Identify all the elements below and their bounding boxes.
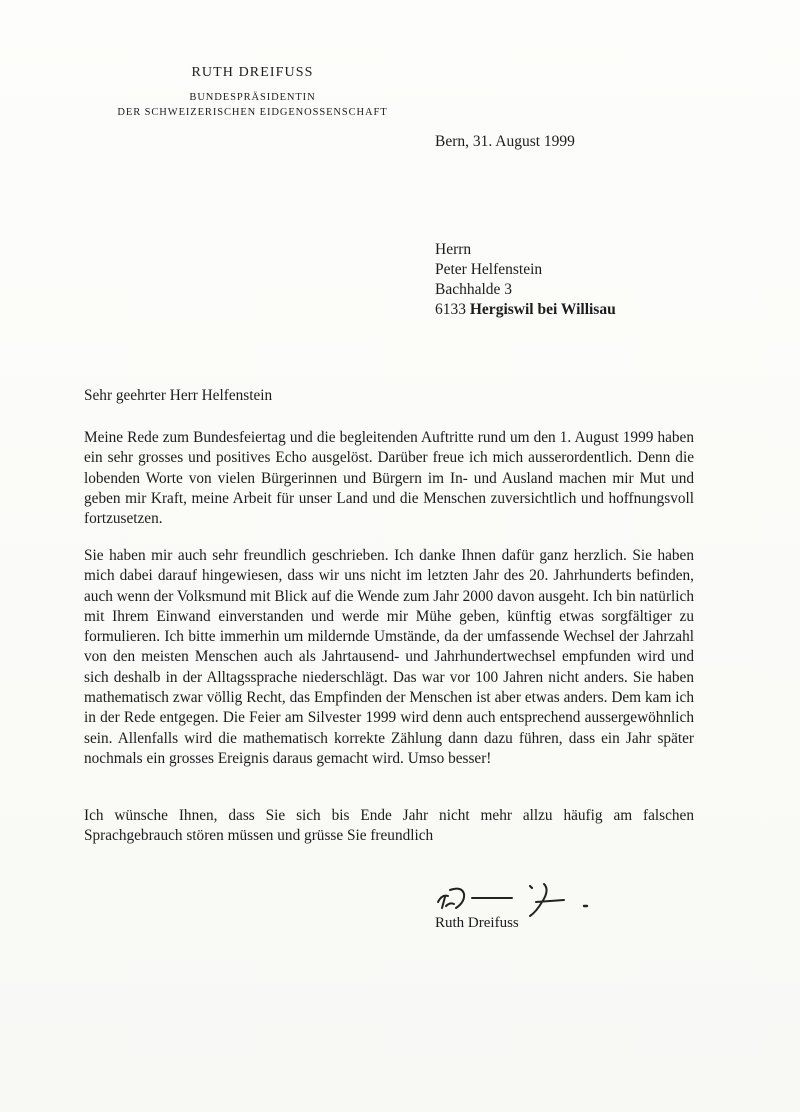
letterhead-title bbox=[110, 90, 395, 120]
paragraph-2 bbox=[84, 546, 694, 769]
recipient-address bbox=[435, 240, 616, 320]
paragraph-3-text: Ich wünsche Ihnen, dass Sie sich bis Ende Jahr nicht mehr allzu häufig am falschen Sprachgebrauch stören müssen und grüsse Sie freundlich bbox=[84, 807, 694, 845]
salutation: Sehr geehrter Herr Helfenstein bbox=[84, 387, 273, 404]
recipient-town-line bbox=[435, 300, 616, 320]
paragraph-2-text: Sie haben mir auch sehr freundlich geschrieben. Ich danke Ihnen dafür ganz herzlich. Sie haben mich dabei darauf hingewiesen, dass wir uns nicht im letzten Jahr des 20. Jahrhunderts befinden, auch wenn der Volksmund mit Blick auf die Wende zum Jahr 2000 davon ausgeht. Ich bin natürlich mit Ihrem Einwand einverstanden und werde mir Mühe geben, künftig etwas sorgfältiger zu formulieren. Ich bitte immerhin um mildernde Umstände, da der umfassende Wechsel der Jahrzahl von den meisten Menschen auch als Jahrtausend- und Jahrhundertwechsel empfunden wird und sich deshalb in der Alltagssprache niederschlägt. Das war vor 100 Jahren nicht anders. Sie haben mathematisch zwar völlig Recht, das Empfinden der Menschen ist aber etwas anders. Dem kam ich in der Rede entgegen. Die Feier am Silvester 1999 wird denn auch entsprechend aussergewöhnlich sein. Allenfalls wird die mathematisch korrekte Zählung dann dazu führen, dass ein Jahr später nochmals ein grosses Ereignis daraus gemacht wird. Umso besser! bbox=[84, 547, 694, 767]
recipient-postcode: 6133 bbox=[435, 301, 466, 318]
paragraph-3 bbox=[84, 806, 694, 847]
recipient-name: Peter Helfenstein bbox=[435, 261, 543, 278]
letterhead-title-line-1: BUNDESPRÄSIDENTIN bbox=[189, 92, 316, 103]
handwritten-signature bbox=[432, 880, 602, 920]
recipient-salutation-line: Herrn bbox=[435, 241, 472, 258]
letterhead-title-line-2: DER SCHWEIZERISCHEN EIDGENOSSENSCHAFT bbox=[117, 107, 388, 118]
paragraph-1 bbox=[84, 428, 694, 529]
paragraph-1-text: Meine Rede zum Bundesfeiertag und die begleitenden Auftritte rund um den 1. August 1999 haben ein sehr grosses und positives Echo ausgelöst. Darüber freue ich mich ausserordentlich. Denn die lobenden Worte von vielen Bürgerinnen und Bürgern im In- und Ausland machen mir Mut und geben mir Kraft, meine Arbeit für unser Land und die Menschen zuversichtlich und hoffnungsvoll fortzusetzen. bbox=[84, 429, 694, 528]
signature-name: Ruth Dreifuss bbox=[435, 915, 519, 931]
recipient-town: Hergiswil bei Willisau bbox=[469, 301, 616, 318]
recipient-street: Bachhalde 3 bbox=[435, 281, 513, 298]
letterhead bbox=[110, 64, 395, 120]
letter-date: Bern, 31. August 1999 bbox=[435, 133, 575, 150]
letterhead-name: RUTH DREIFUSS bbox=[191, 65, 314, 80]
